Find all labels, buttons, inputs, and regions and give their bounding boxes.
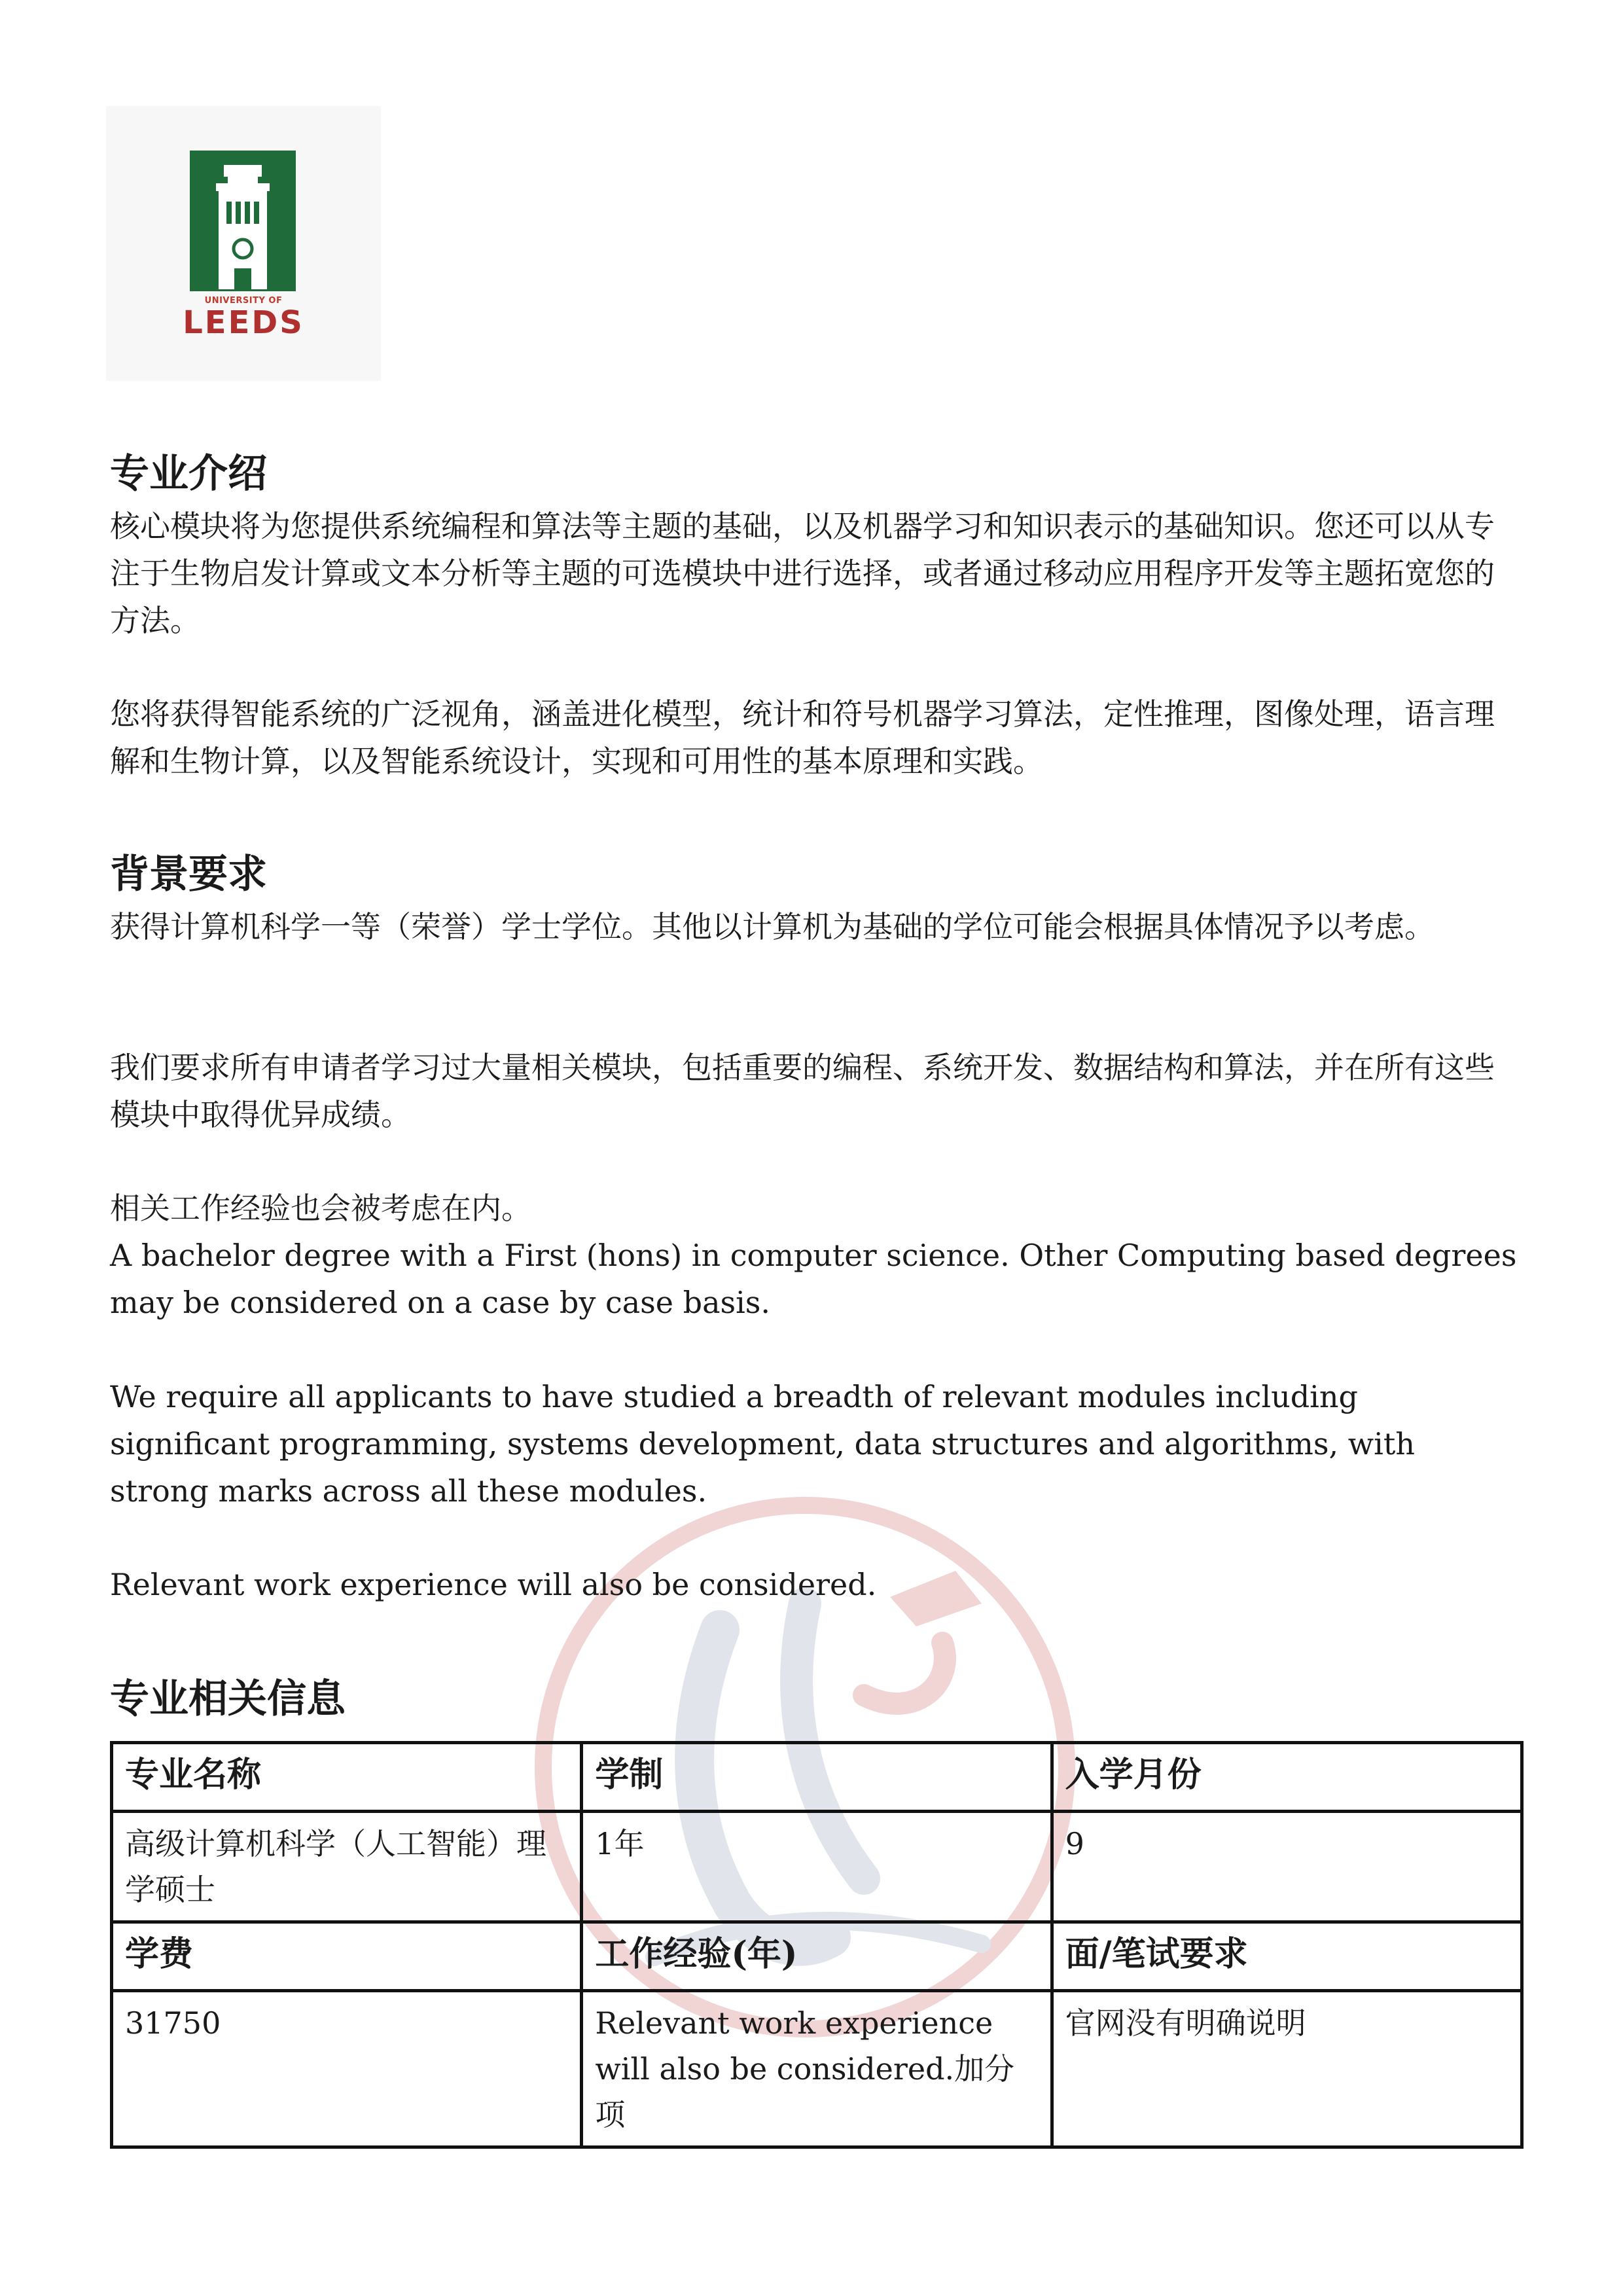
background-paragraph-2: 我们要求所有申请者学习过大量相关模块，包括重要的编程、系统开发、数据结构和算法，并在所有这些模块中取得优异成绩。	[110, 1050, 1495, 1132]
table-cell: 9	[1052, 1812, 1522, 1922]
university-logo	[106, 106, 381, 381]
table-cell: 1年	[582, 1812, 1052, 1922]
intro-paragraph-1: 核心模块将为您提供系统编程和算法等主题的基础，以及机器学习和知识表示的基础知识。您还可以从专注于生物启发计算或文本分析等主题的可选模块中进行选择，或者通过移动应用程序开发等主题拓宽您的方法。	[110, 509, 1495, 638]
section-title-background: 背景要求	[110, 852, 267, 897]
table-header-cell: 面/笔试要求	[1052, 1922, 1522, 1991]
table-cell: 官网没有明确说明	[1052, 1991, 1522, 2147]
university-crest-icon	[190, 151, 296, 291]
background-paragraph-6: Relevant work experience will also be considered.	[110, 1567, 877, 1602]
program-info-table	[110, 1741, 1524, 2149]
table-header-cell: 工作经验(年)	[582, 1922, 1052, 1991]
table-header-cell: 专业名称	[112, 1743, 582, 1812]
table-row	[112, 1991, 1522, 2147]
table-header-cell: 入学月份	[1052, 1743, 1522, 1812]
table-row	[112, 1812, 1522, 1922]
logo-leeds: LEEDS	[183, 304, 304, 341]
table-header-cell: 学费	[112, 1922, 582, 1991]
background-paragraph-5: We require all applicants to have studied a breadth of relevant modules including significant programming, systems development, data structures and algorithms, with strong marks across all these modules.	[110, 1379, 1415, 1509]
section-title-intro: 专业介绍	[110, 451, 267, 497]
background-paragraph-3: 相关工作经验也会被考虑在内。	[110, 1191, 531, 1226]
table-cell: 高级计算机科学（人工智能）理学硕士	[112, 1812, 582, 1922]
table-header-row	[112, 1922, 1522, 1991]
table-cell: Relevant work experience will also be considered.加分项	[582, 1991, 1052, 2147]
logo-university-of: UNIVERSITY OF	[204, 296, 283, 306]
section-title-info: 专业相关信息	[110, 1676, 346, 1722]
table-header-cell: 学制	[582, 1743, 1052, 1812]
table-cell: 31750	[112, 1991, 582, 2147]
intro-paragraph-2: 您将获得智能系统的广泛视角，涵盖进化模型，统计和符号机器学习算法，定性推理，图像处理，语言理解和生物计算，以及智能系统设计，实现和可用性的基本原理和实践。	[110, 696, 1495, 779]
background-paragraph-4: A bachelor degree with a First (hons) in computer science. Other Computing based degrees may be considered on a case by case basis.	[110, 1238, 1517, 1320]
background-paragraph-1: 获得计算机科学一等（荣誉）学士学位。其他以计算机为基础的学位可能会根据具体情况予以考虑。	[110, 909, 1435, 944]
table-header-row	[112, 1743, 1522, 1812]
